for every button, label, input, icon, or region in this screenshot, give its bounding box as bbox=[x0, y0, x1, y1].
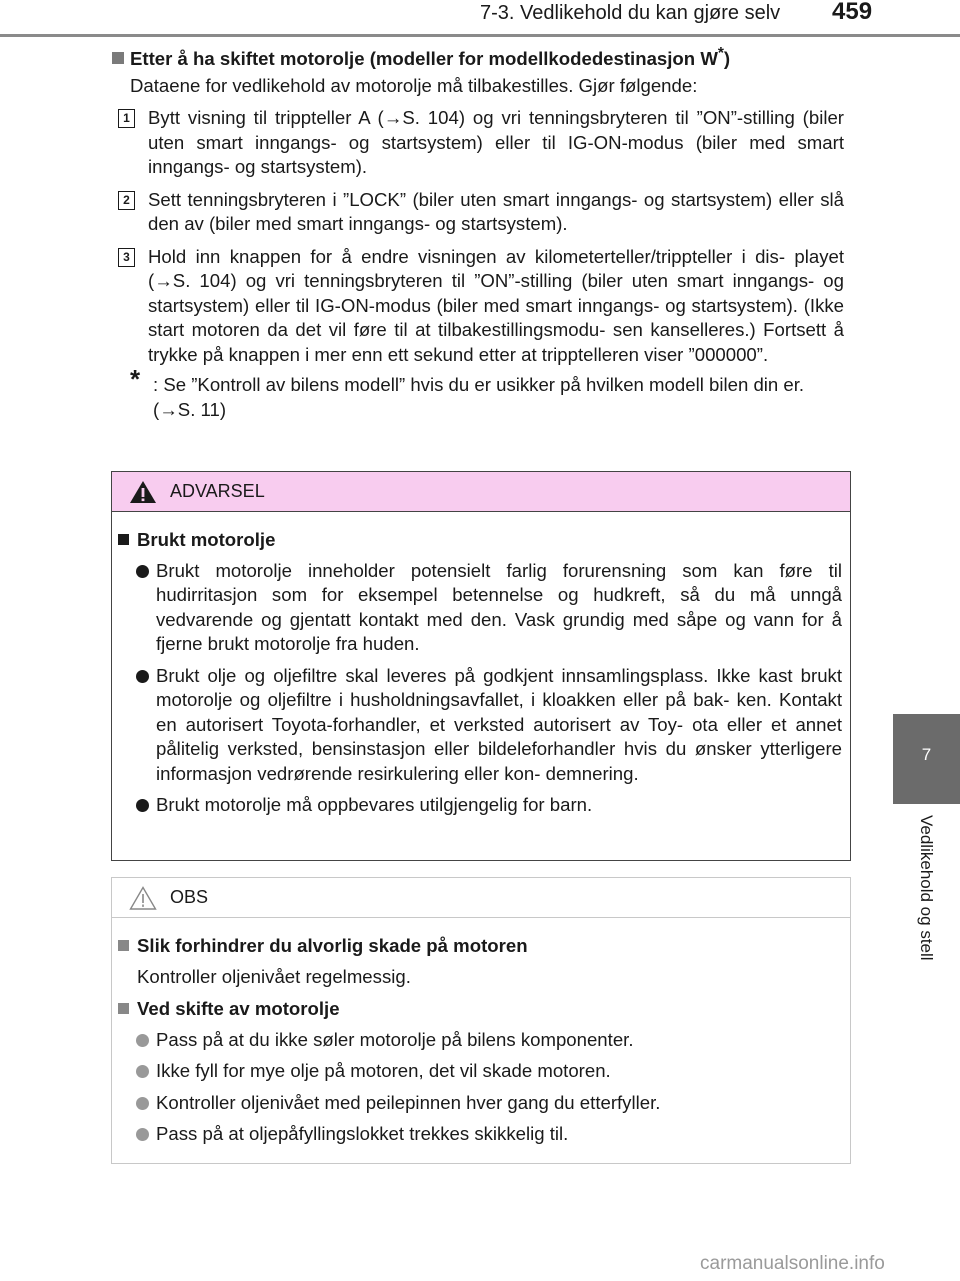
step-2 bbox=[112, 188, 844, 237]
notice-label: OBS bbox=[170, 887, 209, 907]
header-rule bbox=[0, 34, 960, 37]
bullet-dot-icon bbox=[136, 670, 149, 683]
notice-header bbox=[112, 878, 850, 918]
heading-star: * bbox=[717, 45, 724, 62]
bullet-dot-icon bbox=[136, 1065, 149, 1078]
notice-body bbox=[112, 918, 850, 1147]
bullet-dot-icon bbox=[136, 799, 149, 812]
main-content bbox=[112, 42, 844, 422]
notice-bullet: Pass på at oljepåfyllingslokket trekkes skikkelig til. bbox=[118, 1122, 842, 1147]
square-bullet-icon bbox=[118, 940, 129, 951]
intro-text: Dataene for vedlikehold av motorolje må tilbakestilles. Gjør følgende: bbox=[130, 74, 698, 96]
warning-bullet: Brukt olje og oljefiltre skal leveres på godkjent innsamlingsplass. Ikke kast brukt motorolje og oljefiltre i husholdningsavfallet, i kloakken eller på bak- ken. Kontakt en autorisert Toyota-forhandler, et verksted autorisert av Toy- ota eller et annet pålitelig verksted, bensinstasjon eller bildeleforhandler hvis du ønsker ytterligere informasjon vedrørende resirkulering eller kon- demnering. bbox=[118, 664, 842, 787]
chapter-number: 7 bbox=[921, 745, 932, 764]
bullet-dot-icon bbox=[136, 565, 149, 578]
warning-box bbox=[111, 471, 851, 861]
bullet-dot-icon bbox=[136, 1034, 149, 1047]
square-bullet-icon bbox=[118, 534, 129, 545]
step-text: Sett tenningsbryteren i ”LOCK” (biler uten smart inngangs- og startsystem) eller slå den av (biler med smart inngangs- og startsystem). bbox=[148, 188, 844, 235]
step-1 bbox=[112, 106, 844, 180]
footnote-star: * bbox=[130, 364, 141, 395]
footnote-text: : Se ”Kontroll av bilens modell” hvis du er usikker på hvilken modell bilen din er. (→S. 11) bbox=[153, 374, 805, 420]
bullet-dot-icon bbox=[136, 1097, 149, 1110]
notice-bullet: Pass på at du ikke søler motorolje på bilens komponenter. bbox=[118, 1028, 842, 1053]
warning-triangle-icon bbox=[129, 480, 157, 504]
notice-heading-2: Ved skifte av motorolje bbox=[118, 997, 842, 1022]
step-number-badge: 1 bbox=[118, 109, 135, 128]
bullet-dot-icon bbox=[136, 1128, 149, 1141]
warning-header bbox=[112, 472, 850, 512]
warning-label: ADVARSEL bbox=[170, 481, 265, 501]
step-text: Bytt visning til trippteller A (→S. 104) og vri tenningsbryteren til ”ON”-stilling (biler uten smart inngangs- og startsystem) eller til IG-ON-modus (biler med smart inngangs- og startsystem). bbox=[148, 107, 844, 178]
warning-heading: Brukt motorolje bbox=[118, 528, 842, 553]
warning-bullet: Brukt motorolje må oppbevares utilgjengelig for barn. bbox=[118, 793, 842, 818]
watermark: carmanualsonline.info bbox=[700, 1253, 885, 1274]
notice-bullet: Ikke fyll for mye olje på motoren, det vil skade motoren. bbox=[118, 1059, 842, 1084]
warning-bullet: Brukt motorolje inneholder potensielt farlig forurensning som kan føre til hudirritasjon som for eksempel betennelse og hudkreft, så du må unngå vedvarende og gjentatt kontakt med den. Vask grundig med såpe og vann for å fjerne brukt motorolje fra huden. bbox=[118, 559, 842, 657]
notice-bullet: Kontroller oljenivået med peilepinnen hver gang du etterfyller. bbox=[118, 1091, 842, 1116]
notice-heading-1: Slik forhindrer du alvorlig skade på motoren bbox=[118, 934, 842, 959]
notice-box bbox=[111, 877, 851, 1164]
chapter-title: Vedlikehold og stell bbox=[917, 815, 936, 961]
caution-triangle-icon bbox=[129, 886, 157, 910]
warning-body bbox=[112, 512, 850, 818]
step-number-badge: 2 bbox=[118, 191, 135, 210]
heading-square-icon bbox=[112, 52, 124, 64]
step-number-badge: 3 bbox=[118, 248, 135, 267]
notice-text-1: Kontroller oljenivået regelmessig. bbox=[137, 965, 411, 987]
page-number: 459 bbox=[832, 0, 873, 25]
section-title: 7-3. Vedlikehold du kan gjøre selv bbox=[480, 2, 781, 24]
footnote bbox=[112, 364, 844, 422]
step-3 bbox=[112, 245, 844, 368]
section-heading: Etter å ha skiftet motorolje (modeller for modellkodedestinasjon W*) bbox=[112, 42, 844, 72]
step-text: Hold inn knappen for å endre visningen av kilometerteller/trippteller i dis- playet (→S. 104) og vri tenningsbryteren til ”ON”-stilling (biler uten smart inngangs- og startsystem) eller til IG-ON-modus (biler med smart inngangs- og startsystem). (Ikke start motoren da det vil føre til at tilbakestillingsmodu- sen kanselleres.) Fortsett å trykke på knappen i mer enn ett sekund etter at tripptelleren viser ”000000”. bbox=[148, 245, 844, 365]
square-bullet-icon bbox=[118, 1003, 129, 1014]
